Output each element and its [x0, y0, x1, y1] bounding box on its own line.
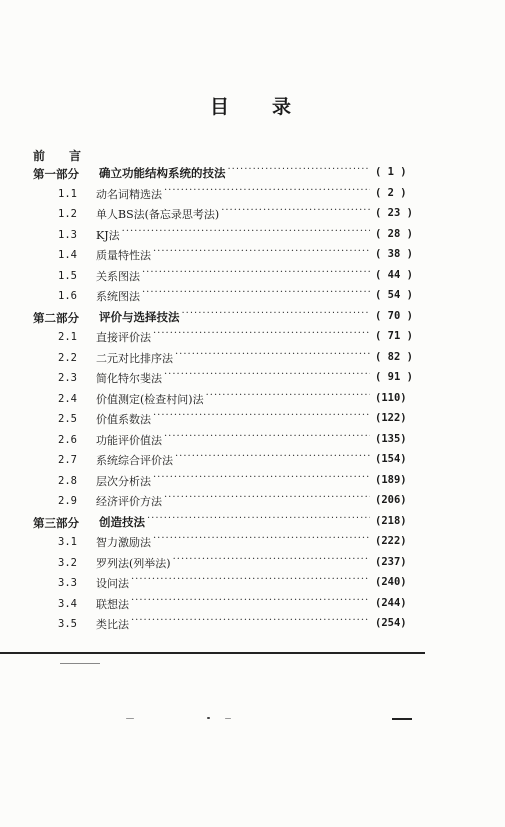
- scan-line-artifact: [392, 718, 412, 720]
- part-title: 评价与选择技法: [99, 309, 180, 324]
- dot-leader: [182, 311, 371, 323]
- section-entry: [0, 430, 505, 450]
- dot-leader: [164, 495, 370, 507]
- part-title: 确立功能结构系统的技法: [99, 166, 226, 180]
- section-line: [96, 368, 372, 388]
- dot-leader: [131, 598, 370, 610]
- dot-leader: [228, 167, 371, 179]
- section-entry: [0, 286, 505, 306]
- section-number: 2.5: [58, 413, 77, 425]
- page-number: ( 2 ): [375, 186, 407, 199]
- section-entry: [0, 491, 505, 511]
- section-line: [96, 471, 372, 491]
- dot-leader: [153, 475, 370, 487]
- part-heading: [0, 307, 505, 327]
- section-line: [96, 491, 372, 511]
- section-line: [96, 245, 372, 265]
- page-number: ( 44 ): [375, 268, 413, 281]
- page-number: ( 38 ): [375, 248, 413, 260]
- section-entry: [0, 184, 505, 204]
- dot-leader: [164, 188, 370, 200]
- section-title: 简化特尔斐法: [96, 372, 162, 385]
- dot-leader: [153, 536, 370, 548]
- dot-leader: [164, 372, 370, 384]
- section-title: 经济评价方法: [96, 495, 162, 508]
- section-title: 二元对比排序法: [96, 351, 173, 365]
- section-title: 价值系数法: [96, 413, 151, 426]
- section-line: [96, 327, 372, 347]
- section-title: 智力激励法: [96, 536, 151, 549]
- part-heading: [0, 163, 505, 183]
- section-number: 1.1: [58, 187, 77, 200]
- section-entry: [0, 471, 505, 491]
- page-number: (254): [375, 617, 407, 629]
- part-label: 第二部分: [33, 310, 79, 325]
- page-number: ( 1 ): [375, 166, 407, 178]
- section-entry: [0, 594, 505, 614]
- part-entry: [99, 512, 372, 532]
- section-number: 2.7: [58, 454, 77, 466]
- section-line: [96, 204, 372, 224]
- page-number: ( 70 ): [375, 309, 413, 322]
- section-number: 1.6: [58, 290, 77, 302]
- section-entry: [0, 532, 505, 552]
- dot-leader: [206, 393, 370, 405]
- foreword-entry: 前 言: [33, 149, 88, 163]
- section-number: 3.2: [58, 556, 77, 569]
- part-entry: [99, 307, 372, 327]
- page-number: (122): [375, 412, 407, 424]
- section-entry: [0, 327, 505, 347]
- page-number: ( 23 ): [375, 207, 413, 219]
- page-number: (110): [375, 391, 407, 404]
- page-number: ( 28 ): [375, 227, 413, 240]
- page-number: (237): [375, 555, 407, 568]
- dot-leader: [175, 352, 370, 364]
- section-number: 2.1: [58, 331, 77, 343]
- page-number: ( 91 ): [375, 371, 413, 383]
- section-number: 2.2: [58, 351, 77, 364]
- scan-speck: [225, 718, 231, 719]
- dot-leader: [147, 516, 370, 528]
- section-line: [96, 409, 372, 429]
- dot-leader: [153, 331, 370, 343]
- scan-speck: [126, 718, 134, 719]
- page-number: (206): [375, 494, 407, 506]
- section-entry: [0, 225, 505, 245]
- page-number: ( 71 ): [375, 330, 413, 342]
- section-entry: [0, 409, 505, 429]
- section-line: [96, 266, 372, 286]
- page-number: (154): [375, 453, 407, 465]
- section-title: 联想法: [96, 597, 129, 611]
- section-number: 1.5: [58, 269, 77, 282]
- section-entry: [0, 389, 505, 409]
- dot-leader: [153, 413, 370, 425]
- section-title: 关系图法: [96, 269, 140, 283]
- section-title: 价值测定(检查村问)法: [96, 392, 204, 406]
- section-title: 功能评价值法: [96, 433, 162, 447]
- page-number: (240): [375, 576, 407, 588]
- dot-leader: [153, 249, 370, 261]
- section-title: 罗列法(列举法): [96, 556, 171, 570]
- section-entry: [0, 348, 505, 368]
- section-line: [96, 225, 372, 245]
- section-title: 类比法: [96, 618, 129, 631]
- section-title: KJ法: [96, 228, 120, 242]
- dot-leader: [164, 434, 370, 446]
- section-number: 3.4: [58, 597, 77, 610]
- section-number: 2.4: [58, 392, 77, 405]
- section-title: 单人BS法(备忘录思考法): [96, 208, 220, 221]
- section-line: [96, 450, 372, 470]
- scan-line-artifact: [0, 652, 425, 654]
- dot-leader: [131, 577, 370, 589]
- page-title: 目 录: [209, 96, 303, 118]
- section-entry: [0, 614, 505, 634]
- section-entry: [0, 450, 505, 470]
- section-title: 系统图法: [96, 290, 140, 303]
- section-line: [96, 614, 372, 634]
- section-entry: [0, 266, 505, 286]
- section-number: 1.4: [58, 249, 77, 261]
- part-label: 第三部分: [33, 515, 79, 530]
- page-number: (222): [375, 535, 407, 547]
- dot-leader: [175, 454, 370, 466]
- dot-leader: [122, 229, 370, 241]
- section-entry: [0, 245, 505, 265]
- section-line: [96, 553, 372, 573]
- section-number: 2.8: [58, 474, 77, 487]
- section-title: 系统综合评价法: [96, 454, 173, 467]
- section-title: 质量特性法: [96, 249, 151, 262]
- page-number: (189): [375, 473, 407, 486]
- section-title: 设问法: [96, 577, 129, 590]
- section-line: [96, 573, 372, 593]
- section-entry: [0, 204, 505, 224]
- scan-line-artifact: [60, 663, 100, 664]
- section-line: [96, 532, 372, 552]
- section-entry: [0, 553, 505, 573]
- section-line: [96, 348, 372, 368]
- section-number: 3.5: [58, 618, 77, 630]
- section-entry: [0, 368, 505, 388]
- part-entry: [99, 163, 372, 183]
- section-number: 2.6: [58, 433, 77, 446]
- dot-leader: [173, 557, 370, 569]
- section-line: [96, 184, 372, 204]
- dot-leader: [142, 270, 370, 282]
- section-number: 2.9: [58, 495, 77, 507]
- section-title: 直接评价法: [96, 331, 151, 344]
- section-line: [96, 286, 372, 306]
- section-number: 1.2: [58, 208, 77, 220]
- section-line: [96, 594, 372, 614]
- section-number: 3.1: [58, 536, 77, 548]
- page-number: (244): [375, 596, 407, 609]
- page-number: (135): [375, 432, 407, 445]
- section-title: 层次分析法: [96, 474, 151, 488]
- section-line: [96, 430, 372, 450]
- section-number: 1.3: [58, 228, 77, 241]
- part-heading: [0, 512, 505, 532]
- dot-leader: [221, 208, 370, 220]
- page-number: ( 54 ): [375, 289, 413, 301]
- page-number: (218): [375, 514, 407, 527]
- part-label: 第一部分: [33, 167, 79, 181]
- section-entry: [0, 573, 505, 593]
- section-title: 动名词精选法: [96, 187, 162, 201]
- part-title: 创造技法: [99, 514, 145, 529]
- section-number: 2.3: [58, 372, 77, 384]
- section-line: [96, 389, 372, 409]
- dot-leader: [142, 290, 370, 302]
- section-number: 3.3: [58, 577, 77, 589]
- dot-leader: [131, 618, 370, 630]
- page-number: ( 82 ): [375, 350, 413, 363]
- scan-speck: [207, 717, 210, 719]
